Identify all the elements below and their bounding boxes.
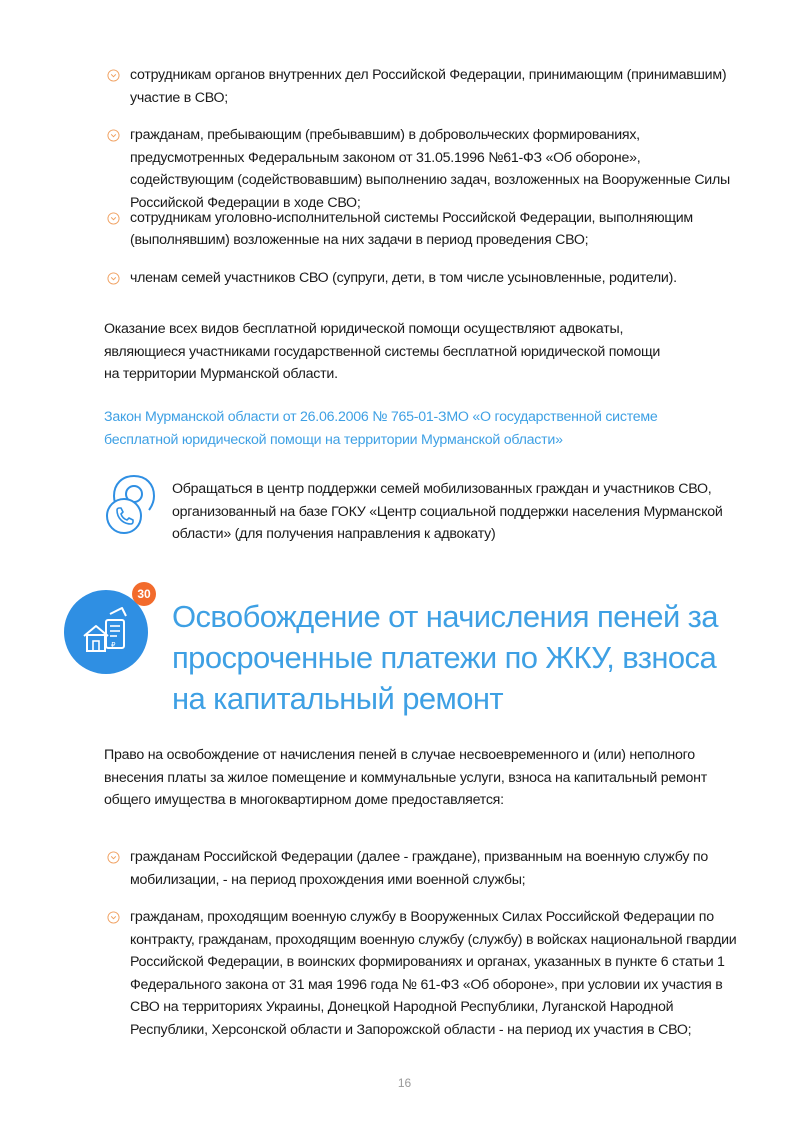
- check-circle-icon: [107, 129, 120, 142]
- check-circle-icon: [107, 911, 120, 924]
- section-title: Освобождение от начисления пеней за просроченные платежи по ЖКУ, взноса на капитальный ремонт: [172, 599, 718, 716]
- section-number-badge: 30: [132, 582, 156, 606]
- check-circle-icon: [107, 212, 120, 225]
- list-item-text: членам семей участников СВО (супруги, дети, в том числе усыновленные, родители).: [130, 269, 677, 286]
- list-item: [104, 846, 744, 891]
- check-circle-icon: [107, 272, 120, 285]
- contact-text: Обращаться в центр поддержки семей мобилизованных граждан и участников СВО, организованный на базе ГОКУ «Центр социальной поддержки населения Мурманской области» (для получения направления к адвокату): [172, 481, 723, 542]
- list-item-text: сотрудникам уголовно-исполнительной системы Российской Федерации, выполняющим (выполнявшим) возложенные на них задачи в период проведения СВО;: [130, 209, 693, 248]
- bullet-list-bottom: [104, 846, 744, 1041]
- list-item: [104, 906, 744, 1041]
- list-item: [104, 124, 744, 211]
- check-circle-icon: [107, 69, 120, 82]
- list-item: [104, 64, 744, 109]
- page-number: 16: [397, 1076, 412, 1090]
- bullet-list-top: [104, 64, 744, 289]
- paragraph-advocates: Оказание всех видов бесплатной юридической помощи осуществляют адвокаты, являющиеся участниками государственной системы бесплатной юридической помощи на территории Мурманской области.: [104, 321, 661, 382]
- list-item: [104, 267, 744, 290]
- law-reference-link[interactable]: Закон Мурманской области от 26.06.2006 № 765-01-ЗМО «О государственной системе бесплатной юридической помощи на территории Мурманской области»: [104, 409, 658, 448]
- svg-text:₽: ₽: [111, 641, 116, 649]
- check-circle-icon: [107, 851, 120, 864]
- list-item-text: гражданам, проходящим военную службу в Вооруженных Силах Российской Федерации по контракту, гражданам, проходящим военную службу (службу) в войсках национальной гвардии Российской Федерации, в воинских формированиях и органах, указанных в пункте 6 статьи 1 Федерального закона от 31 мая 1996 года № 61-ФЗ «Об обороне», при условии их участия в СВО на территориях Украины, Донецкой Народной Республики, Луганской Народной Республики, Херсонской области и Запорожской области - на период их участия в СВО;: [130, 909, 737, 1038]
- list-item: [104, 207, 744, 252]
- paragraph-right: Право на освобождение от начисления пеней в случае несвоевременного и (или) неполного внесения платы за жилое помещение и коммунальные услуги, взноса на капитальный ремонт общего имущества в многоквартирном доме предоставляется:: [104, 747, 707, 808]
- section-badge: [64, 587, 151, 674]
- contact-block: [104, 472, 724, 552]
- list-item-text: гражданам Российской Федерации (далее - граждане), призванным на военную службу по мобилизации, - на период прохождения ими военной службы;: [130, 849, 708, 888]
- list-item-text: сотрудникам органов внутренних дел Российской Федерации, принимающим (принимавшим) участие в СВО;: [130, 67, 727, 106]
- list-item-text: гражданам, пребывающим (пребывавшим) в добровольческих формированиях, предусмотренных Федеральным законом от 31.05.1996 №61-ФЗ «Об обороне», содействующим (содействовавшим) выполнению задач, возложенных на Вооруженные Силы Российской Федерации в ходе СВО;: [130, 127, 730, 211]
- location-phone-icon: [104, 472, 164, 536]
